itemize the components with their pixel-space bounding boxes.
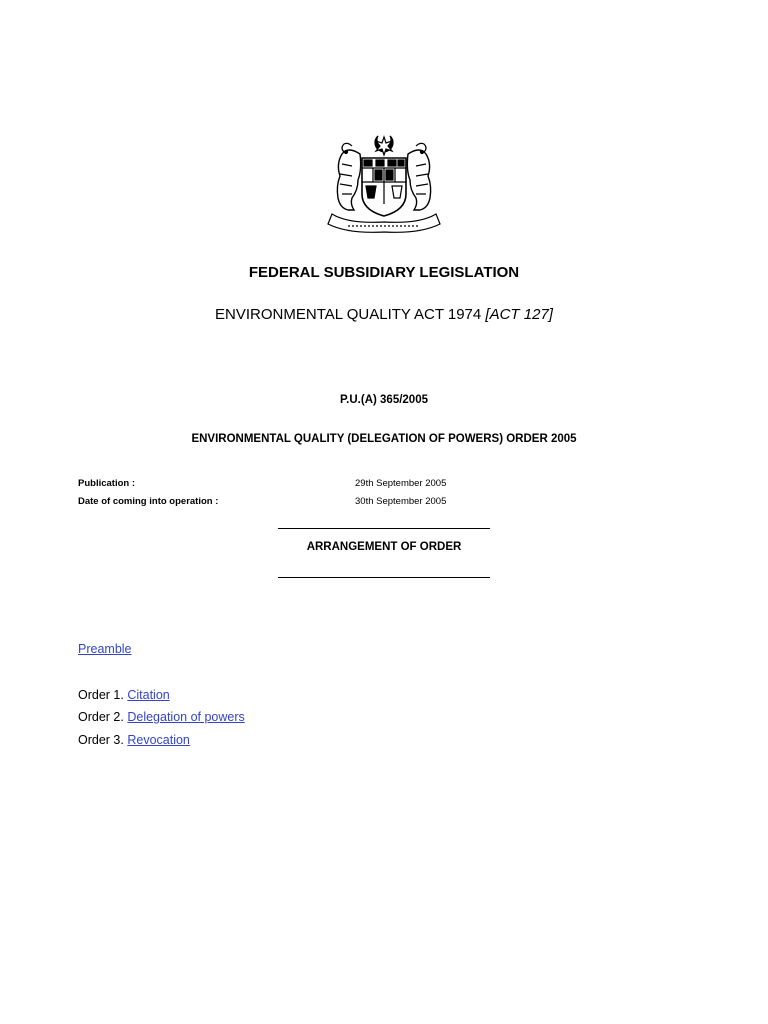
divider-bottom bbox=[278, 577, 490, 578]
toc-item-prefix: Order 2. bbox=[78, 710, 124, 724]
malaysia-coat-of-arms-icon bbox=[318, 124, 450, 236]
toc-item-prefix: Order 1. bbox=[78, 688, 124, 702]
delegation-of-powers-link[interactable]: Delegation of powers bbox=[127, 710, 245, 724]
publication-date: 29th September 2005 bbox=[355, 478, 447, 489]
toc-item-citation bbox=[78, 688, 170, 702]
pu-number: P.U.(A) 365/2005 bbox=[339, 394, 428, 406]
act-title-text: ENVIRONMENTAL QUALITY ACT 1974 bbox=[215, 306, 482, 323]
operation-date: 30th September 2005 bbox=[355, 496, 447, 507]
revocation-link[interactable]: Revocation bbox=[127, 733, 190, 747]
toc-item-delegation-of-powers bbox=[78, 710, 245, 724]
operation-date-label: Date of coming into operation : bbox=[78, 496, 219, 507]
citation-link[interactable]: Citation bbox=[127, 688, 170, 702]
order-title: ENVIRONMENTAL QUALITY (DELEGATION OF POWERS) ORDER 2005 bbox=[191, 433, 577, 445]
act-number: [ACT 127] bbox=[485, 306, 553, 323]
toc-item-revocation bbox=[78, 733, 190, 747]
arrangement-heading: ARRANGEMENT OF ORDER bbox=[306, 541, 462, 553]
divider-top bbox=[278, 528, 490, 529]
document-heading: FEDERAL SUBSIDIARY LEGISLATION bbox=[248, 264, 520, 281]
act-title bbox=[0, 306, 768, 323]
toc-item-prefix: Order 3. bbox=[78, 733, 124, 747]
publication-label: Publication : bbox=[78, 478, 135, 489]
preamble-link[interactable]: Preamble bbox=[78, 642, 132, 656]
